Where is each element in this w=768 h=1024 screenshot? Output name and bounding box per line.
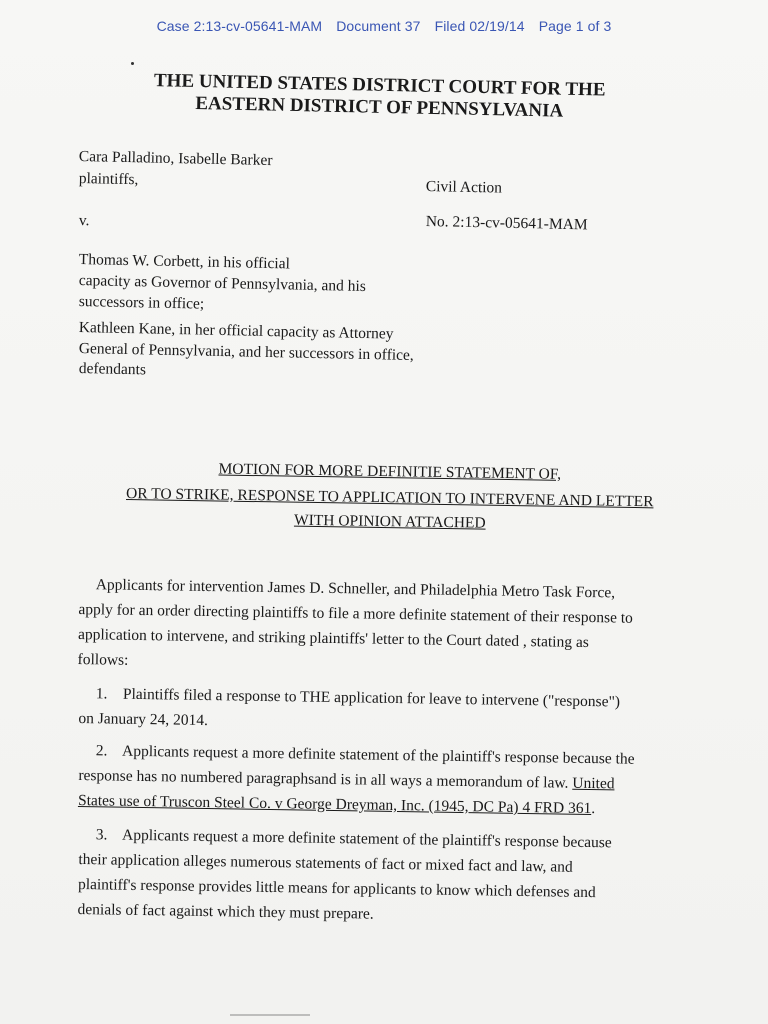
paragraph-3 <box>77 822 678 931</box>
civil-action-label: Civil Action <box>425 178 503 197</box>
motion-title-line2: OR TO STRIKE, RESPONSE TO APPLICATION TO INTERVENE AND LETTER <box>125 485 654 511</box>
case-number-header: Case 2:13-cv-05641-MAM <box>156 18 323 34</box>
defendant2-line2: General of Pennsylvania, and her successors in office, <box>78 340 414 365</box>
ecf-filing-header <box>0 18 768 34</box>
para2-line2-text: response has no numbered paragraphsand is in all ways a memorandum of law. <box>78 766 573 792</box>
document-number-header: Document 37 <box>336 18 421 34</box>
intro-line3: application to intervene, and striking plaintiffs' letter to the Court dated , stating as <box>77 625 589 652</box>
defendant1-line1: Thomas W. Corbett, in his official <box>78 251 291 273</box>
plaintiffs-names: Cara Palladino, Isabelle Barker <box>78 148 273 170</box>
court-title <box>149 70 610 124</box>
court-title-line1: THE UNITED STATES DISTRICT COURT FOR THE <box>153 70 606 101</box>
para3-line2: their application alleges numerous statements of fact or mixed fact and law, and <box>78 850 573 876</box>
para1-line2: on January 24, 2014. <box>78 709 209 730</box>
case-citation-start: United <box>572 774 615 793</box>
defendant2-line3: defendants <box>78 360 147 379</box>
paragraph-2 <box>78 738 679 822</box>
page-bottom-mark <box>230 1014 310 1016</box>
intro-line4: follows: <box>77 650 129 669</box>
paragraph-1 <box>78 681 679 740</box>
intro-line1: Applicants for intervention James D. Schneller, and Philadelphia Metro Task Force, <box>95 576 616 602</box>
intro-line2: apply for an order directing plaintiffs to file a more definite statement of their response to <box>78 600 634 627</box>
defendant2-line1: Kathleen Kane, in her official capacity as Attorney <box>78 319 394 343</box>
page-count-header: Page 1 of 3 <box>538 18 612 34</box>
para3-line1: 3. Applicants request a more definite statement of the plaintiff's response because <box>95 826 612 852</box>
plaintiffs-label: plaintiffs, <box>78 170 139 189</box>
defendant1-line2: capacity as Governor of Pennsylvania, and his <box>78 272 367 296</box>
para2-line1: 2. Applicants request a more definite statement of the plaintiff's response because the <box>95 742 635 768</box>
para3-line4: denials of fact against which they must prepare. <box>77 900 374 923</box>
case-number: No. 2:13-cv-05641-MAM <box>425 213 588 234</box>
motion-title-line3: WITH OPINION ATTACHED <box>293 511 486 532</box>
court-title-line2: EASTERN DISTRICT OF PENNSYLVANIA <box>195 92 564 122</box>
para3-line3: plaintiff's response provides little means for applicants to know which defenses and <box>77 875 596 902</box>
filed-date-header: Filed 02/19/14 <box>434 18 525 34</box>
defendant1-line3: successors in office; <box>78 293 205 313</box>
para1-line1: 1. Plaintiffs filed a response to THE application for leave to intervene ("response") <box>95 685 621 711</box>
scan-speck <box>131 62 134 65</box>
citation-period: . <box>591 800 596 818</box>
intro-paragraph <box>77 572 678 681</box>
motion-title-line1: MOTION FOR MORE DEFINITIE STATEMENT OF, <box>218 460 562 483</box>
versus-label: v. <box>78 212 90 230</box>
case-citation: States use of Truscon Steel Co. v George Dreyman, Inc. (1945, DC Pa) 4 FRD 361 <box>77 791 592 818</box>
